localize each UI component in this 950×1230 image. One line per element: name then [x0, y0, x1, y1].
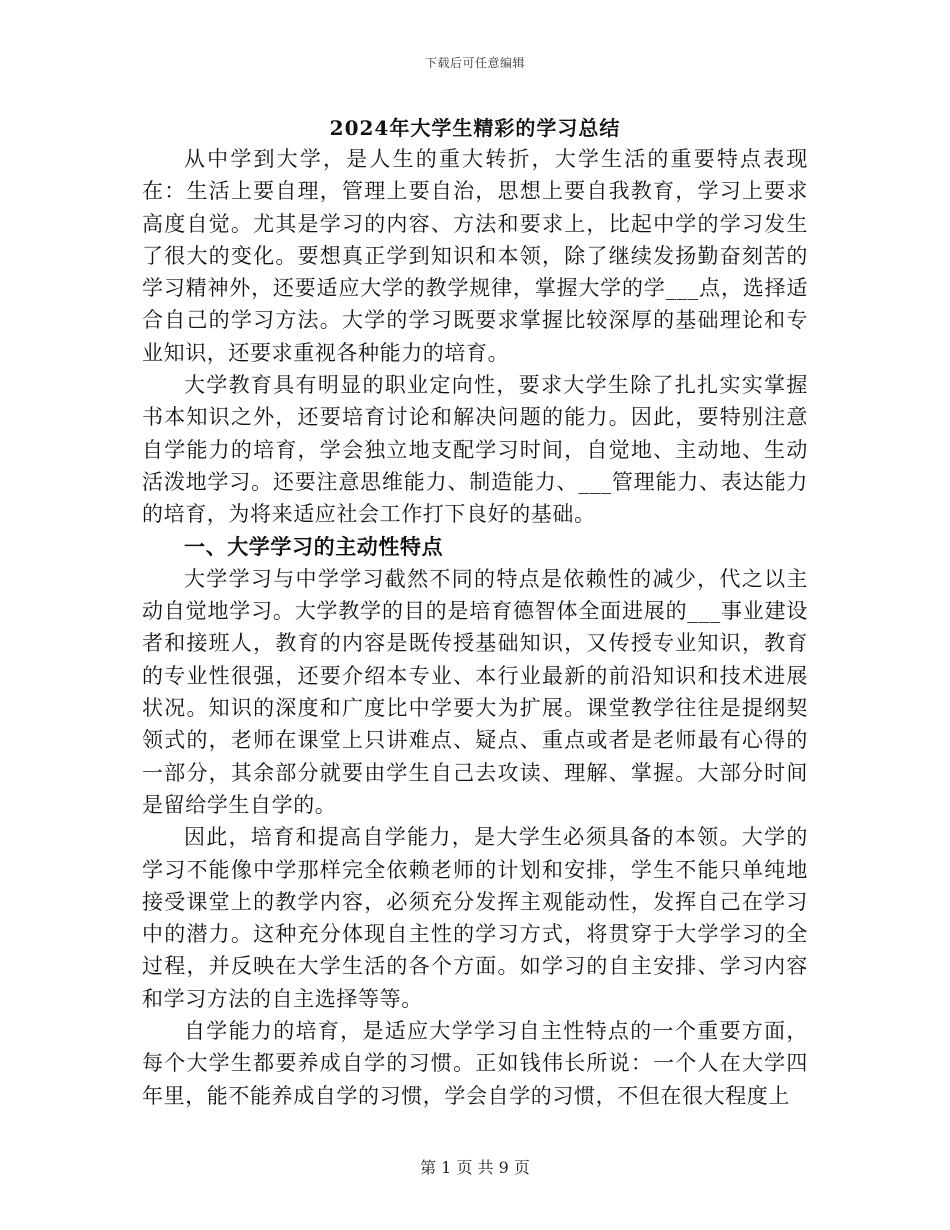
body-paragraph: 因此，培育和提高自学能力，是大学生必须具备的本领。大学的学习不能像中学那样完全依赖老师的计划和安排，学生不能只单纯地接受课堂上的教学内容，必须充分发挥主观能动性，发挥自己在学习中的潜力。这种充分体现自主性的学习方式，将贯穿于大学学习的全过程，并反映在大学生活的各个方面。如学习的自主安排、学习内容和学习方法的自主选择等等。 — [142, 825, 808, 1011]
body-paragraph: 从中学到大学，是人生的重大转折，大学生活的重要特点表现在：生活上要自理，管理上要自治，思想上要自我教育，学习上要求高度自觉。尤其是学习的内容、方法和要求上，比起中学的学习发生了很大的变化。要想真正学到知识和本领，除了继续发扬勤奋刻苦的学习精神外，还要适应大学的教学规律，掌握大学的学___点，选择适合自己的学习方法。大学的学习既要求掌握比较深厚的基础理论和专业知识，还要求重视各种能力的培育。 — [142, 147, 808, 365]
body-paragraph: 大学教育具有明显的职业定向性，要求大学生除了扎扎实实掌握书本知识之外，还要培育讨论和解决问题的能力。因此，要特别注意自学能力的培育，学会独立地支配学习时间，自觉地、主动地、生动活泼地学习。还要注意思维能力、制造能力、___管理能力、表达能力的培育，为将来适应社会工作打下良好的基础。 — [142, 373, 808, 527]
document-title: 2024年大学生精彩的学习总结 — [329, 116, 621, 140]
document-body — [142, 143, 808, 1112]
page-header-note: 下载后可任意编辑 — [424, 56, 525, 70]
section-heading: 一、大学学习的主动性特点 — [184, 533, 444, 559]
body-paragraph: 自学能力的培育，是适应大学学习自主性特点的一个重要方面，每个大学生都要养成自学的习惯。正如钱伟长所说：一个人在大学四年里，能不能养成自学的习惯，学会自学的习惯，不但在很大程度上 — [142, 1019, 808, 1108]
body-paragraph: 大学学习与中学学习截然不同的特点是依赖性的减少，代之以主动自觉地学习。大学教学的目的是培育德智体全面进展的___事业建设者和接班人，教育的内容是既传授基础知识，又传授专业知识，教育的专业性很强，还要介绍本专业、本行业最新的前沿知识和技术进展状况。知识的深度和广度比中学要大为扩展。课堂教学往往是提纲契领式的，老师在课堂上只讲难点、疑点、重点或者是老师最有心得的一部分，其余部分就要由学生自己去攻读、理解、掌握。大部分时间是留给学生自学的。 — [142, 566, 808, 817]
page-number: 第 1 页 共 9 页 — [420, 1158, 530, 1177]
